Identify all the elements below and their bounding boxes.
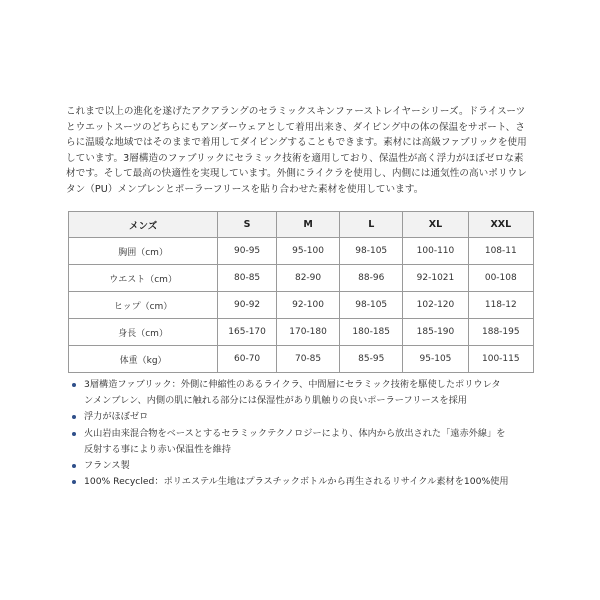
row-label-waist: ウエスト（cm）: [69, 265, 218, 292]
table-cell: 88-96: [340, 265, 403, 292]
table-header-row: [69, 212, 534, 238]
intro-line: しています。3層構造のファブリックにセラミック技術を適用しており、保温性が高く浮力がほぼゼロな素: [66, 152, 524, 164]
header-size-m: M: [276, 212, 339, 238]
table-cell: 00-108: [468, 265, 533, 292]
table-cell: 95-100: [276, 238, 339, 265]
size-chart-table: [68, 211, 534, 373]
table-cell: 100-115: [468, 346, 533, 373]
table-cell: 98-105: [340, 238, 403, 265]
intro-line: これまで以上の進化を遂げたアクアラングのセラミックスキンファーストレイヤーシリーズ。ドライスーツ: [66, 106, 526, 117]
table-cell: 82-90: [276, 265, 339, 292]
table-cell: 70-85: [276, 346, 339, 373]
table-row: [69, 346, 534, 373]
header-size-xxl: XXL: [468, 212, 533, 238]
header-mens: メンズ: [69, 212, 218, 238]
table-row: [69, 238, 534, 265]
table-cell: 80-85: [218, 265, 277, 292]
bullet-icon: [72, 415, 76, 419]
feature-item-made-in-france: [70, 458, 540, 474]
table-cell: 170-180: [276, 319, 339, 346]
feature-text: 反射する事により赤い保温性を維持: [84, 443, 231, 455]
feature-text: 火山岩由来混合物をベースとするセラミックテクノロジーにより、体内から放出された「遠赤外線」を: [84, 427, 506, 439]
table-cell: 180-185: [340, 319, 403, 346]
table-cell: 108-11: [468, 238, 533, 265]
table-cell: 98-105: [340, 292, 403, 319]
feature-text: ンメンブレン、内側の肌に触れる部分には保湿性があり肌触りの良いポーラーフリースを採用: [84, 395, 467, 407]
feature-item-recycled: [70, 474, 540, 490]
intro-paragraph: [66, 104, 536, 198]
table-row: [69, 319, 534, 346]
feature-text: 100% Recycled：ポリエステル生地はプラスチックボトルから再生されるリサイクル素材を100%使用: [84, 476, 509, 488]
table-cell: 60-70: [218, 346, 277, 373]
feature-text: 3層構造ファブリック：外側に伸縮性のあるライクラ、中間層にセラミック技術を駆使したポリウレタ: [84, 379, 501, 390]
row-label-chest: 胸囲（cm）: [69, 238, 218, 265]
intro-line: らに温暖な地域ではそのままで着用してダイビングすることもできます。素材には高級ファブリックを使用: [66, 137, 527, 149]
feature-text: フランス製: [84, 460, 130, 472]
table-row: [69, 265, 534, 292]
table-cell: 92-100: [276, 292, 339, 319]
bullet-icon: [72, 464, 76, 468]
table-cell: 185-190: [403, 319, 468, 346]
bullet-icon: [72, 383, 76, 387]
feature-item-buoyancy: [70, 409, 540, 425]
feature-item-ceramic: [70, 426, 540, 458]
table-cell: 100-110: [403, 238, 468, 265]
table-cell: 85-95: [340, 346, 403, 373]
row-label-height: 身長（cm）: [69, 319, 218, 346]
table-cell: 188-195: [468, 319, 533, 346]
table-cell: 102-120: [403, 292, 468, 319]
intro-line: とウエットスーツのどちらにもアンダーウェアとして着用出来き、ダイビング中の体の保温をサポート、さ: [66, 121, 525, 133]
bullet-icon: [72, 480, 76, 484]
table-cell: 92-1021: [403, 265, 468, 292]
table-cell: 90-92: [218, 292, 277, 319]
table-cell: 118-12: [468, 292, 533, 319]
table-cell: 90-95: [218, 238, 277, 265]
table-row: [69, 292, 534, 319]
row-label-weight: 体重（kg）: [69, 346, 218, 373]
header-size-s: S: [218, 212, 277, 238]
bullet-icon: [72, 432, 76, 436]
table-cell: 165-170: [218, 319, 277, 346]
table-cell: 95-105: [403, 346, 468, 373]
intro-line: タン（PU）メンブレンとポーラーフリースを貼り合わせた素材を使用しています。: [66, 183, 424, 195]
header-size-xl: XL: [403, 212, 468, 238]
row-label-hip: ヒップ（cm）: [69, 292, 218, 319]
header-size-l: L: [340, 212, 403, 238]
feature-text: 浮力がほぼゼロ: [84, 411, 149, 423]
feature-item-fabric: [70, 377, 540, 409]
feature-list: [70, 377, 540, 490]
intro-line: 材です。そして最高の快適性を実現しています。外側にライクラを使用し、内側には通気性の高いポリウレ: [66, 168, 527, 180]
